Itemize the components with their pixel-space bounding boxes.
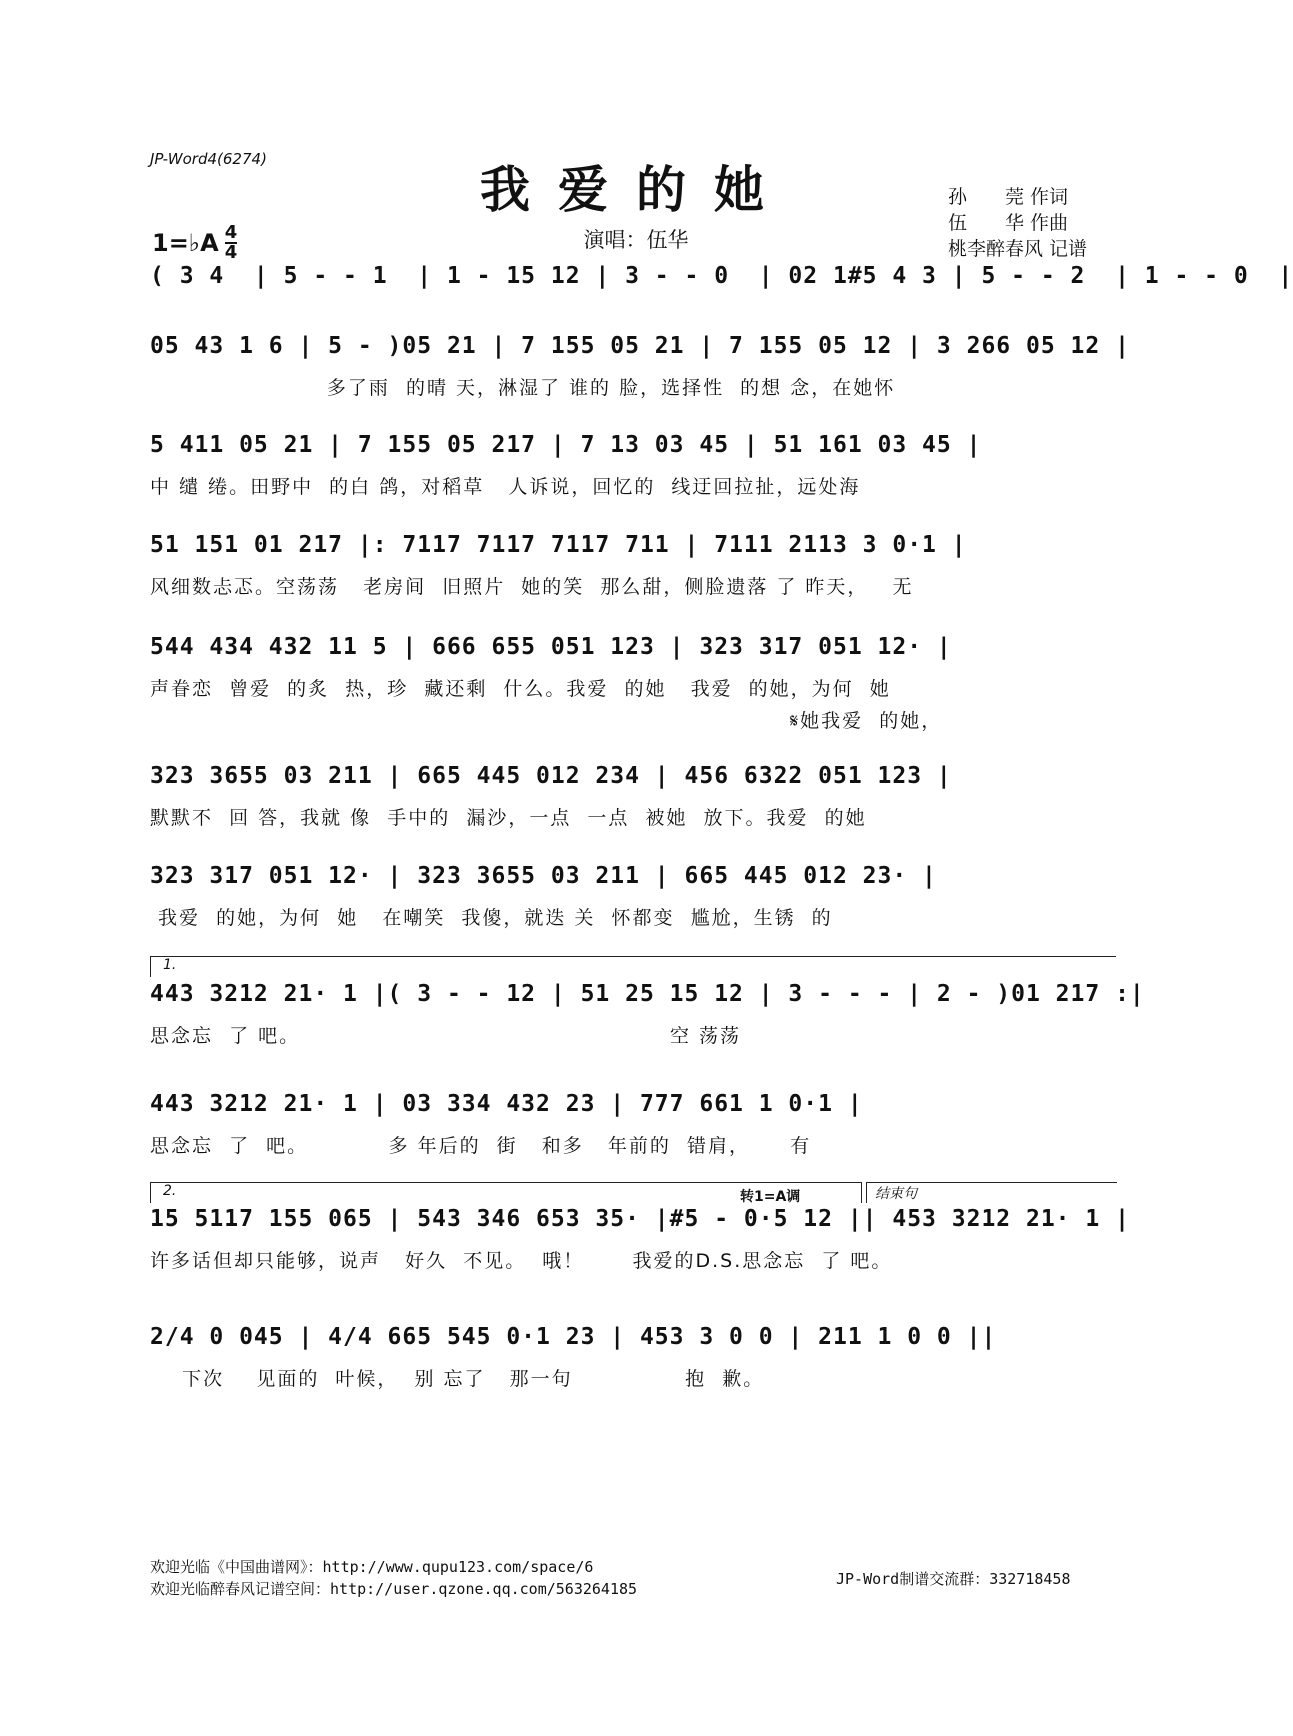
- notation-row: 05 43 1 6 | 5 - )05 21 | 7 155 05 21 | 7 155 05 12 | 3 266 05 12 |: [150, 333, 1130, 359]
- segno-lyrics-row: 𝄋她我爱 的她，: [790, 710, 943, 732]
- modulation-marking: 转1=A调: [740, 1189, 801, 1205]
- composer-credit: 伍 华 作曲: [948, 212, 1069, 234]
- notation-row: 15 5117 155 065 | 543 346 653 35· |#5 - 0·5 12 || 453 3212 21· 1 |: [150, 1206, 1130, 1232]
- coda-bracket: [866, 1182, 1117, 1203]
- software-tag: JP-Word4(6274): [150, 150, 267, 168]
- notation-row: 5 411 05 21 | 7 155 05 217 | 7 13 03 45 | 51 161 03 45 |: [150, 432, 982, 458]
- key-label: 1=♭A: [152, 229, 219, 257]
- lyrics-row: 中 缱 绻。田野中 的白 鸽，对稻草 人诉说，回忆的 线迂回拉扯，远处海: [150, 476, 861, 498]
- first-ending-bracket: [150, 956, 1116, 977]
- notation-row: 323 3655 03 211 | 665 445 012 234 | 456 6322 051 123 |: [150, 763, 952, 789]
- lyrics-row: 思念忘 了 吧。 空 荡荡: [150, 1025, 741, 1047]
- transcriber-credit: 桃李醉春风 记谱: [948, 238, 1088, 260]
- song-title: 我爱的她: [480, 160, 792, 219]
- lyrics-row: 许多话但却只能够，说声 好久 不见。 哦！ 我爱的D.S.思念忘 了 吧。: [150, 1250, 893, 1272]
- notation-row: 443 3212 21· 1 | 03 334 432 23 | 777 661 1 0·1 |: [150, 1091, 863, 1117]
- notation-row: ( 3 4 | 5 - - 1 | 1 - 15 12 | 3 - - 0 | 02 1#5 4 3 | 5 - - 2 | 1 - - 0 |: [150, 263, 1293, 289]
- time-denominator: 4: [224, 242, 238, 263]
- lyrics-row: 风细数忐忑。空荡荡 老房间 旧照片 她的笑 那么甜，侧脸遗落 了 昨天， 无: [150, 576, 914, 598]
- lyrics-row: 下次 见面的 叶候， 别 忘了 那一句 抱 歉。: [150, 1368, 765, 1390]
- footer-group: JP-Word制谱交流群：332718458: [836, 1570, 1071, 1588]
- lyrics-row: 思念忘 了 吧。 多 年后的 街 和多 年前的 错肩， 有: [150, 1135, 812, 1157]
- time-numerator: 4: [224, 222, 238, 243]
- second-ending-label: 2.: [163, 1183, 177, 1199]
- singer: 演唱：伍华: [583, 228, 689, 252]
- footer-link-qupu[interactable]: 欢迎光临《中国曲谱网》：http://www.qupu123.com/space/6: [150, 1558, 594, 1576]
- notation-row: 2/4 0 045 | 4/4 665 545 0·1 23 | 453 3 0 0 | 211 1 0 0 ||: [150, 1324, 997, 1350]
- notation-row: 443 3212 21· 1 |( 3 - - 12 | 51 25 15 12 | 3 - - - | 2 - )01 217 :|: [150, 981, 1145, 1007]
- coda-label: 结束句: [875, 1186, 917, 1202]
- lyrics-row: 多了雨 的晴 天，淋湿了 谁的 脸，选择性 的想 念，在她怀: [150, 377, 896, 399]
- notation-row: 544 434 432 11 5 | 666 655 051 123 | 323 317 051 12· |: [150, 634, 952, 660]
- lyrics-row: 默默不 回 答，我就 像 手中的 漏沙，一点 一点 被她 放下。我爱 的她: [150, 807, 867, 829]
- lyricist-credit: 孙 莞 作词: [948, 186, 1069, 208]
- lyrics-row: 声眷恋 曾爱 的炙 热，珍 藏还剩 什么。我爱 的她 我爱 的她，为何 她: [150, 678, 891, 700]
- notation-row: 51 151 01 217 |: 7117 7117 7117 711 | 7111 2113 3 0·1 |: [150, 532, 967, 558]
- lyrics-row: 我爱 的她，为何 她 在嘲笑 我傻，就迭 关 怀都变 尴尬，生锈 的: [150, 907, 833, 929]
- footer-link-qzone[interactable]: 欢迎光临醉春风记谱空间：http://user.qzone.qq.com/563264185: [150, 1580, 638, 1598]
- notation-row: 323 317 051 12· | 323 3655 03 211 | 665 445 012 23· |: [150, 863, 937, 889]
- first-ending-label: 1.: [163, 957, 177, 973]
- footer-links: [150, 1556, 637, 1600]
